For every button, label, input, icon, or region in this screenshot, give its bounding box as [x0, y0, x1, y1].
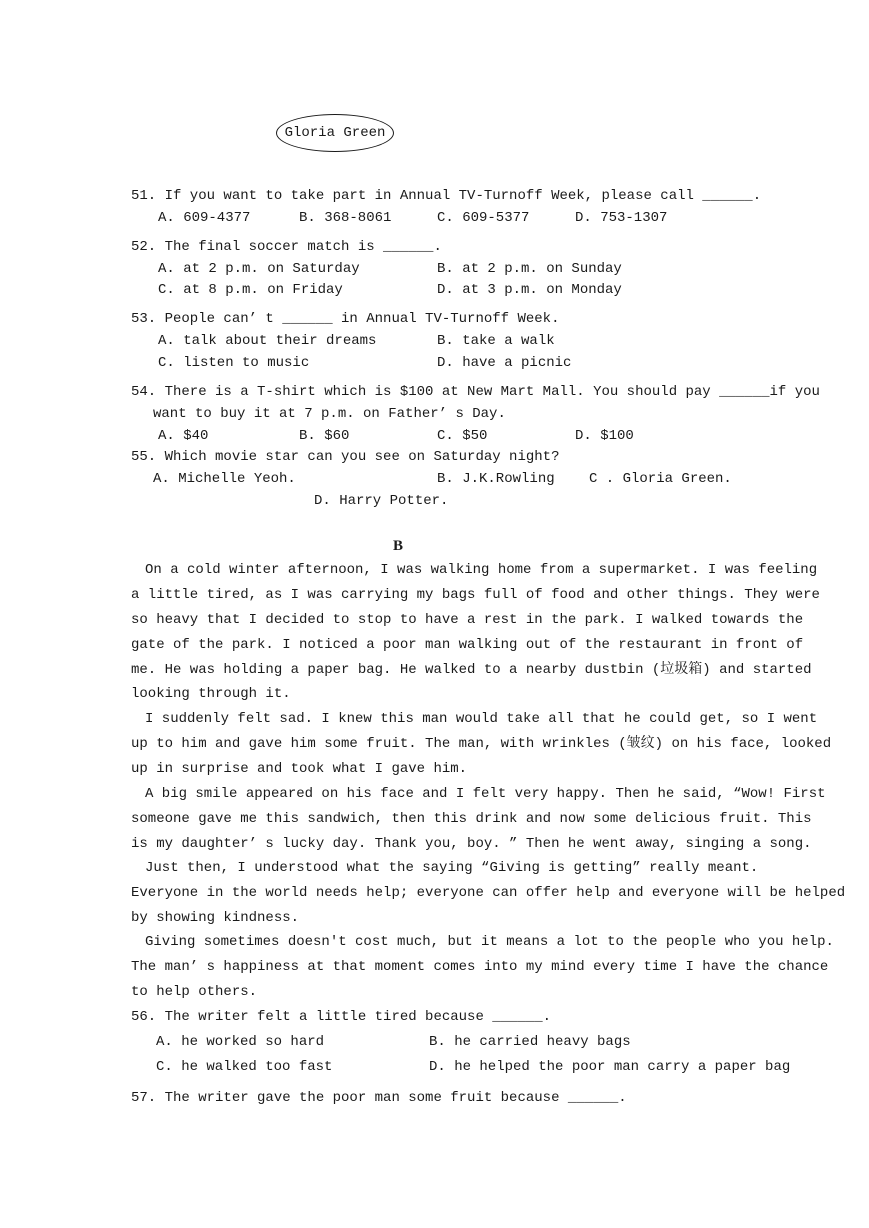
passage-line: A big smile appeared on his face and I felt very happy. Then he said, “Wow! First — [131, 786, 826, 802]
question-56-stem: 56. The writer felt a little tired because ______. — [131, 1009, 552, 1025]
question-54-stem-line2: want to buy it at 7 p.m. on Father’ s Day. — [153, 406, 506, 422]
question-55-option-d: D. Harry Potter. — [314, 493, 449, 509]
question-51-option-b: B. 368-8061 — [299, 210, 392, 226]
passage-paragraph-1 — [131, 558, 820, 707]
passage-line: is my daughter’ s lucky day. Thank you, boy. ” Then he went away, singing a song. — [131, 835, 812, 852]
question-54-stem-line1: 54. There is a T-shirt which is $100 at New Mart Mall. You should pay ______if you — [131, 384, 820, 400]
question-51-option-d: D. 753-1307 — [575, 210, 668, 226]
passage-line: I suddenly felt sad. I knew this man would take all that he could get, so I went — [131, 711, 818, 727]
passage-paragraph-2 — [131, 707, 832, 782]
oval-name-text: Gloria Green — [284, 125, 386, 141]
passage-line: The man’ s happiness at that moment comes into my mind every time I have the chance — [131, 958, 829, 975]
question-52-option-b: B. at 2 p.m. on Sunday — [437, 261, 622, 277]
question-51-option-c: C. 609-5377 — [437, 210, 530, 226]
passage-line: to help others. — [131, 983, 258, 1000]
question-52-option-d: D. at 3 p.m. on Monday — [437, 282, 622, 298]
passage-paragraph-3 — [131, 782, 826, 857]
gloria-green-oval — [276, 114, 394, 152]
question-52-stem: 52. The final soccer match is ______. — [131, 239, 442, 255]
passage-line: On a cold winter afternoon, I was walking home from a supermarket. I was feeling — [131, 562, 818, 578]
question-53-option-a: A. talk about their dreams — [158, 333, 377, 349]
question-54-option-d: D. $100 — [575, 428, 634, 444]
question-57-stem: 57. The writer gave the poor man some fruit because ______. — [131, 1090, 627, 1106]
passage-line: up in surprise and took what I gave him. — [131, 760, 468, 777]
passage-line: so heavy that I decided to stop to have a rest in the park. I walked towards the — [131, 611, 804, 628]
passage-paragraph-5 — [131, 930, 834, 1005]
question-55-option-a: A. Michelle Yeoh. — [153, 471, 296, 487]
question-55-option-c: C . Gloria Green. — [589, 471, 732, 487]
question-55-option-b: B. J.K.Rowling — [437, 471, 555, 487]
question-53-option-c: C. listen to music — [158, 355, 310, 371]
question-52-option-a: A. at 2 p.m. on Saturday — [158, 261, 360, 277]
question-51-stem: 51. If you want to take part in Annual TV-Turnoff Week, please call ______. — [131, 188, 762, 204]
question-53-option-d: D. have a picnic — [437, 355, 572, 371]
question-54-option-a: A. $40 — [158, 428, 209, 444]
question-53-stem: 53. People can’ t ______ in Annual TV-Turnoff Week. — [131, 311, 560, 327]
passage-line: Giving sometimes doesn't cost much, but it means a lot to the people who you help. — [131, 934, 834, 950]
question-56-option-d: D. he helped the poor man carry a paper bag — [429, 1059, 791, 1075]
passage-line: looking through it. — [131, 686, 291, 703]
passage-line: Just then, I understood what the saying “Giving is getting” really meant. — [131, 860, 759, 876]
question-56-option-b: B. he carried heavy bags — [429, 1034, 631, 1050]
passage-line: gate of the park. I noticed a poor man walking out of the restaurant in front of — [131, 636, 804, 653]
passage-line: up to him and gave him some fruit. The man, with wrinkles (皱纹) on his face, looked — [131, 735, 832, 752]
question-51-option-a: A. 609-4377 — [158, 210, 251, 226]
passage-line: a little tired, as I was carrying my bags full of food and other things. They were — [131, 586, 820, 603]
passage-line: by showing kindness. — [131, 909, 300, 926]
passage-line: someone gave me this sandwich, then this drink and now some delicious fruit. This — [131, 810, 812, 827]
passage-line: Everyone in the world needs help; everyone can offer help and everyone will be helped — [131, 884, 846, 901]
question-53-option-b: B. take a walk — [437, 333, 555, 349]
question-56-option-a: A. he worked so hard — [156, 1034, 325, 1050]
passage-paragraph-4 — [131, 856, 846, 931]
question-56-option-c: C. he walked too fast — [156, 1059, 333, 1075]
section-b-heading: B — [393, 538, 404, 554]
question-54-option-b: B. $60 — [299, 428, 350, 444]
question-55-stem: 55. Which movie star can you see on Saturday night? — [131, 449, 560, 465]
question-52-option-c: C. at 8 p.m. on Friday — [158, 282, 343, 298]
passage-line: me. He was holding a paper bag. He walked to a nearby dustbin (垃圾箱) and started — [131, 661, 812, 678]
question-54-option-c: C. $50 — [437, 428, 488, 444]
